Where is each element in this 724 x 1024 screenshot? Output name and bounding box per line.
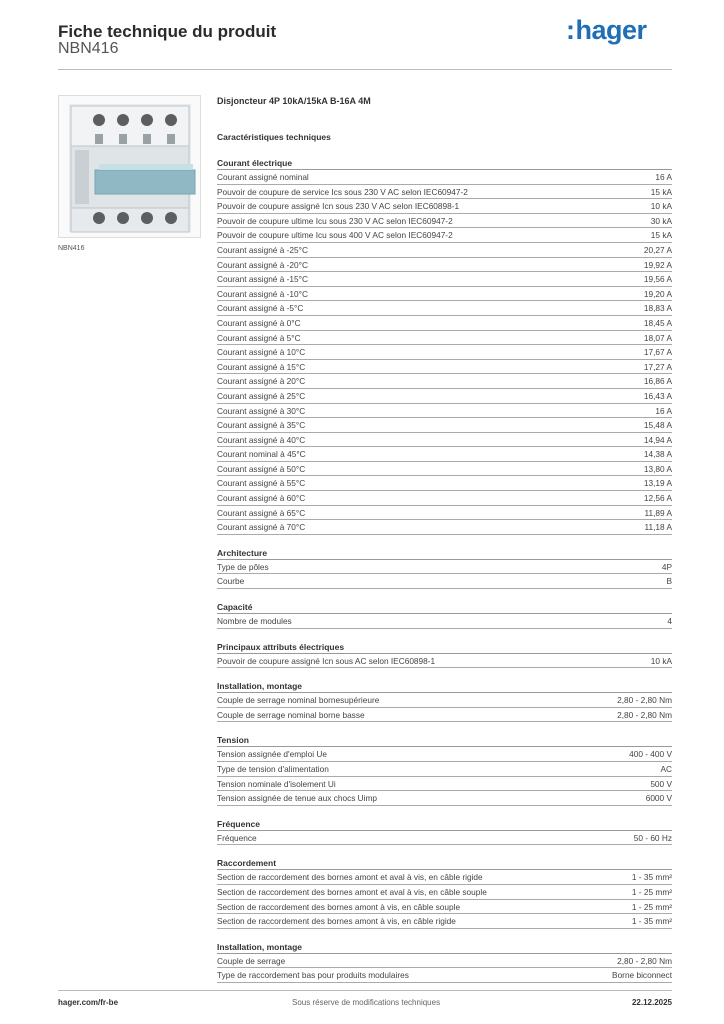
- spec-row: [217, 170, 672, 185]
- spec-label: Tension assignée de tenue aux chocs Uimp: [217, 793, 378, 804]
- spec-value: 16 A: [655, 172, 672, 182]
- spec-label: Courant assigné à 50°C: [217, 463, 306, 474]
- circuit-breaker-4p-photo-icon: [59, 96, 200, 237]
- spec-row: [217, 914, 672, 929]
- section-gap: [217, 589, 672, 600]
- spec-value: 17,27 A: [643, 361, 672, 372]
- spec-value: 10 kA: [650, 655, 672, 666]
- spec-value: 20,27 A: [643, 244, 672, 255]
- spec-label: Courant assigné à -20°C: [217, 259, 308, 270]
- spec-value: 1 - 25 mm²: [631, 886, 672, 897]
- spec-value: 1 - 35 mm²: [631, 872, 672, 883]
- spec-label: Fréquence: [217, 832, 257, 843]
- spec-value: 19,20 A: [643, 288, 672, 299]
- section-title: Tension: [217, 733, 672, 747]
- spec-label: Section de raccordement des bornes amont à vis, en câble rigide: [217, 916, 456, 927]
- spec-value: 11,89 A: [644, 507, 672, 518]
- spec-label: Tension nominale d'isolement Ui: [217, 778, 336, 789]
- spec-row: [217, 433, 672, 448]
- spec-row: [217, 831, 672, 846]
- spec-label: Courant assigné à 55°C: [217, 478, 306, 489]
- spec-label: Courant assigné à 40°C: [217, 434, 306, 445]
- spec-row: [217, 476, 672, 491]
- spec-label: Courant assigné nominal: [217, 172, 309, 182]
- spec-row: [217, 708, 672, 723]
- spec-row: [217, 491, 672, 506]
- section-title: Raccordement: [217, 856, 672, 870]
- spec-label: Couple de serrage nominal bornesupérieure: [217, 695, 380, 706]
- spec-value: 500 V: [650, 778, 672, 789]
- section-gap: [217, 929, 672, 940]
- section-title: Principaux attributs électriques: [217, 640, 672, 654]
- section-gap: [217, 722, 672, 733]
- spec-row: [217, 462, 672, 477]
- spec-label: Pouvoir de coupure de service Ics sous 230 V AC selon IEC60947-2: [217, 186, 468, 197]
- logo-text: hager: [575, 15, 647, 45]
- section-title: Installation, montage: [217, 679, 672, 693]
- spec-row: [217, 520, 672, 535]
- spec-row: [217, 900, 672, 915]
- spec-label: Tension assignée d'emploi Ue: [217, 749, 327, 760]
- spec-label: Type de tension d'alimentation: [217, 764, 329, 774]
- spec-sections: [217, 156, 672, 983]
- spec-label: Courant assigné à 65°C: [217, 507, 306, 518]
- spec-row: [217, 258, 672, 273]
- section-title: Courant électrique: [217, 156, 672, 170]
- photo-caption: NBN416: [58, 245, 85, 252]
- footer-website[interactable]: hager.com/fr-be: [58, 998, 119, 1007]
- spec-value: 14,38 A: [643, 449, 672, 460]
- breaker-body: [71, 106, 195, 232]
- spec-row: [217, 360, 672, 375]
- spec-label: Pouvoir de coupure assigné Icn sous AC selon IEC60898-1: [217, 655, 436, 666]
- section-title: Architecture: [217, 546, 672, 560]
- spec-row: [217, 762, 672, 777]
- spec-label: Courant assigné à 35°C: [217, 420, 306, 431]
- spec-row: [217, 214, 672, 229]
- spec-row: [217, 272, 672, 287]
- spec-value: 18,83 A: [643, 303, 672, 314]
- spec-row: [217, 404, 672, 419]
- datasheet-content: [217, 96, 672, 983]
- spec-row: [217, 954, 672, 969]
- spec-value: AC: [660, 764, 672, 774]
- spec-label: Pouvoir de coupure assigné Icn sous 230 V AC selon IEC60898-1: [217, 201, 460, 212]
- spec-row: [217, 331, 672, 346]
- spec-row: [217, 574, 672, 589]
- product-description: Disjoncteur 4P 10kA/15kA B-16A 4M: [217, 96, 371, 106]
- spec-row: [217, 228, 672, 243]
- spec-label: Courant assigné à -5°C: [217, 303, 304, 314]
- spec-label: Courant assigné à -10°C: [217, 288, 308, 299]
- spec-label: Courant assigné à 0°C: [217, 317, 301, 328]
- spec-label: Type de pôles: [217, 561, 269, 572]
- spec-row: [217, 885, 672, 900]
- spec-value: 13,19 A: [643, 478, 672, 489]
- spec-row: [217, 870, 672, 885]
- section-title: Fréquence: [217, 817, 672, 831]
- spec-row: [217, 560, 672, 575]
- spec-label: Pouvoir de coupure ultime Icu sous 400 V AC selon IEC60947-2: [217, 230, 453, 241]
- spec-row: [217, 243, 672, 258]
- spec-value: 1 - 25 mm²: [631, 901, 672, 912]
- spec-row: [217, 747, 672, 762]
- footer-date: 22.12.2025: [631, 998, 672, 1007]
- spec-label: Courant assigné à 70°C: [217, 522, 306, 533]
- spec-value: 15 kA: [650, 230, 672, 241]
- spec-label: Section de raccordement des bornes amont à vis, en câble souple: [217, 901, 461, 912]
- spec-row: [217, 777, 672, 792]
- spec-value: 15 kA: [650, 186, 672, 197]
- spec-value: 14,94 A: [643, 434, 672, 445]
- spec-row: [217, 614, 672, 629]
- spec-label: Courant assigné à -25°C: [217, 244, 308, 255]
- spec-value: 2,80 - 2,80 Nm: [617, 695, 672, 706]
- product-reference: NBN416: [58, 40, 119, 57]
- section-title: Capacité: [217, 600, 672, 614]
- spec-row: [217, 968, 672, 983]
- spec-label: Courant assigné à -15°C: [217, 274, 308, 285]
- spec-row: [217, 301, 672, 316]
- product-photo: [58, 95, 201, 238]
- section-gap: [217, 668, 672, 679]
- footer-divider: [58, 990, 672, 991]
- spec-value: 11,18 A: [644, 522, 672, 533]
- spec-row: [217, 287, 672, 302]
- header-divider: [58, 69, 672, 70]
- spec-value: 18,07 A: [643, 332, 672, 343]
- spec-label: Couple de serrage: [217, 955, 286, 966]
- spec-value: 2,80 - 2,80 Nm: [617, 709, 672, 720]
- spec-value: 2,80 - 2,80 Nm: [617, 955, 672, 966]
- footer-notice: Sous réserve de modifications techniques: [292, 998, 441, 1007]
- spec-label: Courant assigné à 10°C: [217, 347, 306, 358]
- spec-label: Courant nominal à 45°C: [217, 449, 306, 460]
- spec-row: [217, 506, 672, 521]
- spec-value: B: [666, 576, 672, 587]
- spec-value: 10 kA: [650, 201, 672, 212]
- spec-value: 16 A: [655, 405, 672, 416]
- spec-label: Couple de serrage nominal borne basse: [217, 709, 365, 720]
- spec-label: Courant assigné à 20°C: [217, 376, 306, 387]
- spec-value: 17,67 A: [643, 347, 672, 358]
- spec-value: 15,48 A: [643, 420, 672, 431]
- spec-label: Section de raccordement des bornes amont et aval à vis, en câble rigide: [217, 872, 483, 883]
- spec-label: Courant assigné à 5°C: [217, 332, 301, 343]
- spec-value: Borne biconnect: [612, 970, 672, 981]
- section-title: Installation, montage: [217, 940, 672, 954]
- spec-row: [217, 389, 672, 404]
- spec-row: [217, 418, 672, 433]
- spec-label: Nombre de modules: [217, 616, 292, 627]
- spec-row: [217, 185, 672, 200]
- spec-value: 1 - 35 mm²: [631, 916, 672, 927]
- spec-value: 12,56 A: [643, 493, 672, 504]
- spec-label: Courant assigné à 30°C: [217, 405, 306, 416]
- spec-value: 4: [667, 616, 672, 627]
- page-title: Fiche technique du produit: [58, 22, 277, 41]
- spec-value: 4P: [661, 561, 672, 572]
- characteristics-title: Caractéristiques techniques: [217, 132, 331, 142]
- spec-value: 13,80 A: [643, 463, 672, 474]
- spec-label: Courant assigné à 60°C: [217, 493, 306, 504]
- hager-logo: :hager: [566, 15, 647, 45]
- spec-row: [217, 693, 672, 708]
- spec-label: Courant assigné à 25°C: [217, 390, 306, 401]
- spec-row: [217, 791, 672, 806]
- section-gap: [217, 629, 672, 640]
- section-gap: [217, 535, 672, 546]
- spec-value: 16,43 A: [643, 390, 672, 401]
- spec-row: [217, 316, 672, 331]
- spec-value: 6000 V: [645, 793, 672, 804]
- section-gap: [217, 845, 672, 856]
- spec-value: 19,92 A: [643, 259, 672, 270]
- spec-value: 400 - 400 V: [629, 749, 672, 760]
- spec-row: [217, 374, 672, 389]
- spec-row: [217, 654, 672, 669]
- spec-label: Section de raccordement des bornes amont et aval à vis, en câble souple: [217, 886, 487, 897]
- spec-label: Courant assigné à 15°C: [217, 361, 306, 372]
- spec-value: 30 kA: [650, 215, 672, 226]
- spec-row: [217, 199, 672, 214]
- spec-row: [217, 345, 672, 360]
- spec-value: 50 - 60 Hz: [633, 832, 672, 843]
- spec-value: 19,56 A: [643, 274, 672, 285]
- spec-value: 16,86 A: [643, 376, 672, 387]
- spec-label: Courbe: [217, 576, 245, 587]
- section-gap: [217, 806, 672, 817]
- spec-label: Pouvoir de coupure ultime Icu sous 230 V AC selon IEC60947-2: [217, 215, 453, 226]
- spec-value: 18,45 A: [643, 317, 672, 328]
- spec-label: Type de raccordement bas pour produits modulaires: [217, 970, 409, 981]
- spec-row: [217, 447, 672, 462]
